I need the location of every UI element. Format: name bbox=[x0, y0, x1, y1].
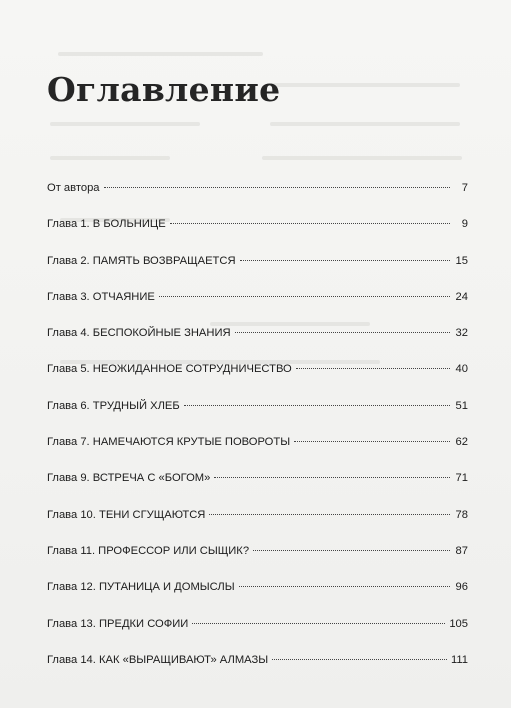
toc-entry bbox=[47, 325, 468, 361]
toc-entry-label: Глава 4. БЕСПОКОЙНЫЕ ЗНАНИЯ bbox=[47, 327, 231, 340]
toc-entry-page-number: 7 bbox=[461, 182, 468, 194]
toc-entry bbox=[47, 398, 468, 434]
toc-entry bbox=[47, 579, 468, 615]
toc-entry-label: Глава 10. ТЕНИ СГУЩАЮТСЯ bbox=[47, 508, 206, 521]
dot-leader bbox=[184, 405, 450, 406]
dot-leader bbox=[239, 586, 450, 587]
toc-entry bbox=[47, 361, 468, 397]
toc-entry bbox=[47, 507, 468, 543]
toc-entry-label: Глава 9. ВСТРЕЧА С «БОГОМ» bbox=[47, 472, 211, 485]
bleed-through-line bbox=[270, 122, 460, 126]
toc-entry-page-number: 9 bbox=[461, 218, 468, 231]
toc-entry-page-number: 71 bbox=[455, 472, 468, 485]
table-of-contents bbox=[47, 180, 468, 688]
dot-leader bbox=[240, 260, 450, 261]
dot-leader bbox=[214, 477, 450, 478]
toc-entry-page-number: 96 bbox=[455, 581, 468, 594]
toc-entry bbox=[47, 470, 468, 506]
toc-entry-label: От автора bbox=[47, 182, 100, 194]
toc-entry bbox=[47, 543, 468, 579]
toc-entry-label: Глава 7. НАМЕЧАЮТСЯ КРУТЫЕ ПОВОРОТЫ bbox=[47, 436, 291, 449]
toc-entry bbox=[47, 180, 468, 216]
toc-entry-page-number: 62 bbox=[455, 436, 468, 449]
dot-leader bbox=[253, 550, 450, 551]
toc-entry bbox=[47, 652, 468, 688]
bleed-through-line bbox=[50, 156, 170, 160]
page-title: Оглавление bbox=[47, 70, 281, 109]
toc-entry bbox=[47, 616, 468, 652]
bleed-through-line bbox=[262, 156, 462, 160]
toc-entry-page-number: 51 bbox=[455, 399, 468, 412]
toc-entry-label: Глава 2. ПАМЯТЬ ВОЗВРАЩАЕТСЯ bbox=[47, 254, 236, 267]
toc-entry-page-number: 105 bbox=[449, 617, 468, 630]
toc-entry bbox=[47, 289, 468, 325]
toc-entry-label: Глава 11. ПРОФЕССОР ИЛИ СЫЩИК? bbox=[47, 544, 250, 557]
dot-leader bbox=[159, 296, 450, 297]
toc-entry bbox=[47, 216, 468, 252]
toc-entry-page-number: 111 bbox=[450, 653, 468, 666]
toc-entry-page-number: 32 bbox=[455, 327, 468, 340]
toc-entry-page-number: 78 bbox=[455, 508, 468, 521]
toc-entry-label: Глава 6. ТРУДНЫЙ ХЛЕБ bbox=[47, 399, 180, 412]
toc-entry-label: Глава 12. ПУТАНИЦА И ДОМЫСЛЫ bbox=[47, 581, 235, 594]
dot-leader bbox=[296, 368, 450, 369]
dot-leader bbox=[272, 659, 447, 660]
bleed-through-line bbox=[58, 52, 263, 56]
dot-leader bbox=[104, 187, 450, 188]
dot-leader bbox=[235, 332, 450, 333]
bleed-through-line bbox=[50, 122, 200, 126]
toc-entry-page-number: 24 bbox=[455, 290, 468, 303]
toc-entry-label: Глава 14. КАК «ВЫРАЩИВАЮТ» АЛМАЗЫ bbox=[47, 653, 269, 666]
dot-leader bbox=[192, 623, 445, 624]
toc-entry-page-number: 40 bbox=[455, 363, 468, 376]
toc-entry-label: Глава 1. В БОЛЬНИЦЕ bbox=[47, 218, 166, 231]
dot-leader bbox=[294, 441, 450, 442]
toc-entry-label: Глава 5. НЕОЖИДАННОЕ СОТРУДНИЧЕСТВО bbox=[47, 363, 292, 376]
dot-leader bbox=[170, 223, 450, 224]
toc-entry-page-number: 15 bbox=[455, 254, 468, 267]
toc-entry bbox=[47, 253, 468, 289]
toc-entry-label: Глава 13. ПРЕДКИ СОФИИ bbox=[47, 617, 189, 630]
bleed-through-line bbox=[270, 83, 460, 87]
dot-leader bbox=[209, 514, 450, 515]
toc-entry bbox=[47, 434, 468, 470]
toc-entry-page-number: 87 bbox=[455, 544, 468, 557]
toc-entry-label: Глава 3. ОТЧАЯНИЕ bbox=[47, 290, 155, 303]
